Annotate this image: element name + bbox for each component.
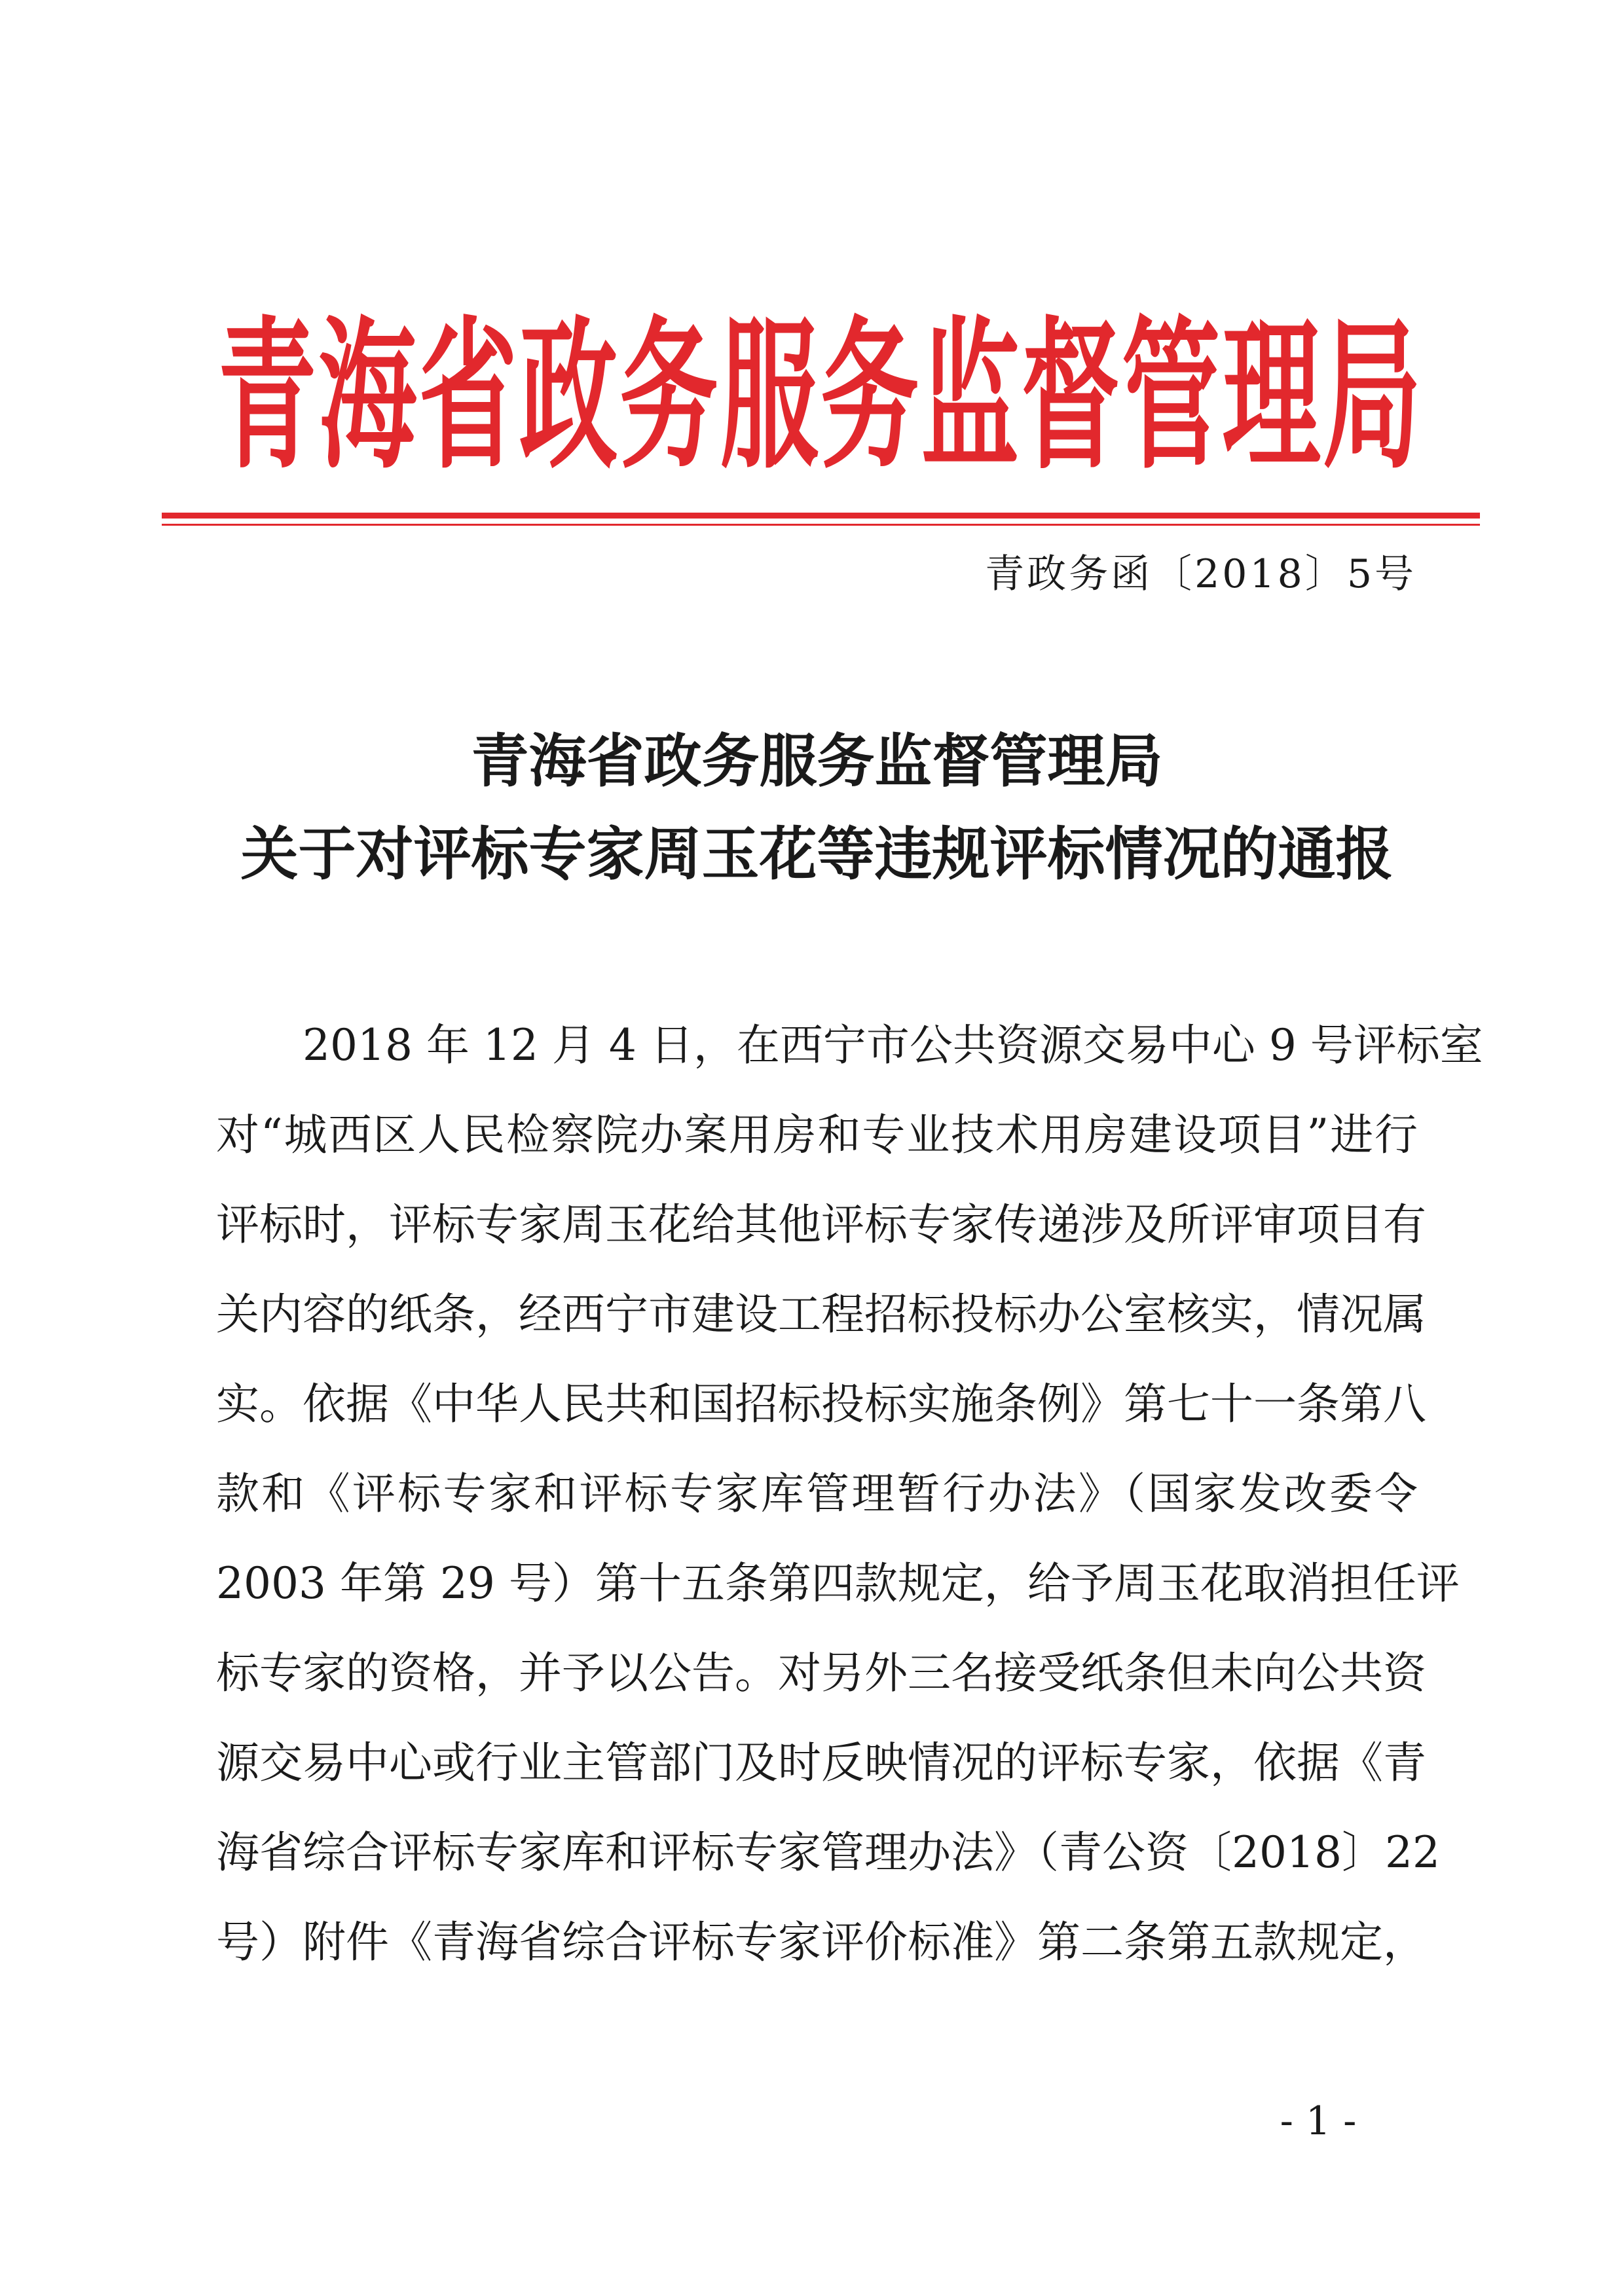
body-line: 标专家的资格，并予以公告。对另外三名接受纸条但未向公共资: [216, 1648, 1426, 1698]
title-line-1: 青海省政务服务监督管理局: [471, 727, 1163, 795]
header-char: 监: [921, 301, 1020, 492]
header-char: 务: [619, 301, 718, 492]
body-line: 对“城西区人民检察院办案用房和专业技术用房建设项目”进行: [216, 1110, 1418, 1160]
header-char: 管: [1122, 301, 1221, 492]
title-line-2: 关于对评标专家周玉花等违规评标情况的通报: [240, 820, 1393, 888]
header-char: 政: [519, 301, 618, 492]
header-char: 服: [720, 301, 819, 492]
body-line: 实。依据《中华人民共和国招标投标实施条例》第七十一条第八: [216, 1379, 1426, 1429]
header-char: 省: [418, 301, 517, 492]
body-line: 号）附件《青海省综合评标专家评价标准》第二条第五款规定，: [216, 1917, 1426, 1967]
document-number: 青政务函〔2018〕5号: [985, 551, 1416, 597]
header-char: 务: [821, 301, 919, 492]
body-line: 关内容的纸条，经西宁市建设工程招标投标办公室核实，情况属: [216, 1289, 1426, 1339]
header-char: 海: [318, 301, 417, 492]
page-number: - 1 -: [1280, 2098, 1357, 2144]
body-line: 源交易中心或行业主管部门及时反映情况的评标专家，依据《青: [216, 1738, 1426, 1788]
body-line: 2018 年 12 月 4 日，在西宁市公共资源交易中心 9 号评标室: [303, 1020, 1483, 1070]
body-line: 2003 年第 29 号）第十五条第四款规定，给予周玉花取消担任评: [216, 1558, 1460, 1609]
body-line: 海省综合评标专家库和评标专家管理办法》（青公资〔2018〕22: [216, 1827, 1440, 1878]
header-char: 青: [218, 301, 317, 492]
body-text: [216, 1000, 1483, 1987]
header-char: 局: [1322, 301, 1421, 492]
body-line: 评标时，评标专家周玉花给其他评标专家传递涉及所评审项目有: [216, 1199, 1426, 1250]
body-line: 款和《评标专家和评标专家库管理暂行办法》（国家发改委令: [216, 1468, 1418, 1519]
red-divider-thin: [162, 524, 1480, 526]
header-char: 理: [1222, 301, 1321, 492]
header-char: 督: [1021, 301, 1120, 492]
red-divider-thick: [162, 513, 1480, 519]
issuing-authority-header: [218, 301, 1421, 492]
